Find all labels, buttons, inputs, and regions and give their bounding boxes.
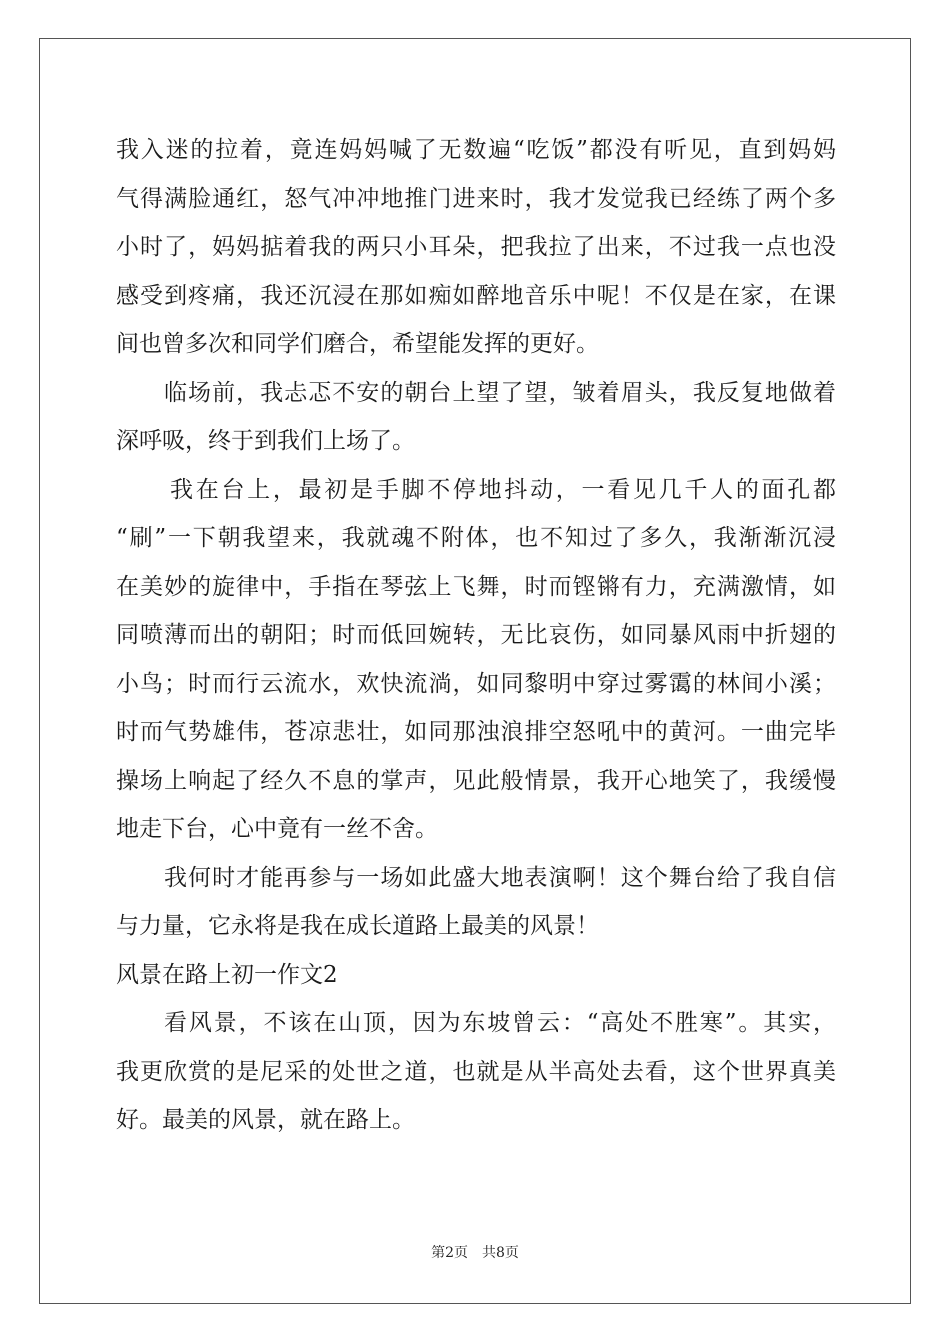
- text-line: 地走下台，心中竟有一丝不舍。: [116, 816, 438, 842]
- page-total: 共8页: [482, 1245, 519, 1261]
- paragraph-on-stage: [116, 466, 836, 854]
- text-line: 操场上响起了经久不息的掌声，见此般情景，我开心地笑了，我缓慢: [116, 767, 836, 794]
- text-line: 深呼吸，终于到我们上场了。: [116, 428, 415, 454]
- text-line: 好。最美的风景，就在路上。: [116, 1107, 415, 1133]
- text-line: 我更欣赏的是尼采的处世之道，也就是从半高处去看，这个世界真美: [116, 1058, 836, 1085]
- text-line: 间也曾多次和同学们磨合，希望能发挥的更好。: [116, 331, 599, 357]
- page-number: 第2页: [431, 1245, 468, 1261]
- text-line: 在美妙的旋律中，手指在琴弦上飞舞，时而铿锵有力，充满激情，如: [116, 573, 836, 600]
- text-line: 气得满脸通红，怒气冲冲地推门进来时，我才发觉我已经练了两个多: [116, 185, 836, 212]
- text-line: 看风景，不该在山顶，因为东坡曾云：“高处不胜寒”。其实，: [164, 1010, 836, 1036]
- text-line: 时而气势雄伟，苍凉悲壮，如同那浊浪排空怒吼中的黄河。一曲完毕: [116, 719, 836, 745]
- paragraph-practice: [116, 126, 836, 369]
- text-line: 我在台上，最初是手脚不停地抖动，一看见几千人的面孔都: [170, 476, 836, 503]
- text-line: 感受到疼痛，我还沉浸在那如痴如醉地音乐中呢！不仅是在家，在课: [116, 282, 836, 309]
- paragraph-before-stage: [116, 369, 836, 466]
- text-line: 我入迷的拉着，竟连妈妈喊了无数遍“吃饭”都没有听见，直到妈妈: [116, 137, 836, 163]
- text-line: 我何时才能再参与一场如此盛大地表演啊！这个舞台给了我自信: [164, 864, 836, 891]
- text-line: 小鸟；时而行云流水，欢快流淌，如同黎明中穿过雾霭的林间小溪；: [116, 670, 836, 697]
- text-line: 同喷薄而出的朝阳；时而低回婉转，无比哀伤，如同暴风雨中折翅的: [116, 622, 836, 648]
- text-line: “刷”一下朝我望来，我就魂不附体，也不知过了多久，我渐渐沉浸: [116, 525, 836, 551]
- text-line: 与力量，它永将是我在成长道路上最美的风景！: [116, 913, 599, 939]
- paragraph-reflection: [116, 854, 836, 951]
- text-line: 临场前，我忐忑不安的朝台上望了望，皱着眉头，我反复地做着: [164, 379, 836, 406]
- page-footer: [0, 1242, 950, 1262]
- paragraph-scenery: [116, 999, 836, 1145]
- document-body: [116, 126, 836, 1145]
- section-title: 风景在路上初一作文2: [116, 961, 338, 988]
- text-line: 小时了，妈妈掂着我的两只小耳朵，把我拉了出来，不过我一点也没: [116, 234, 836, 260]
